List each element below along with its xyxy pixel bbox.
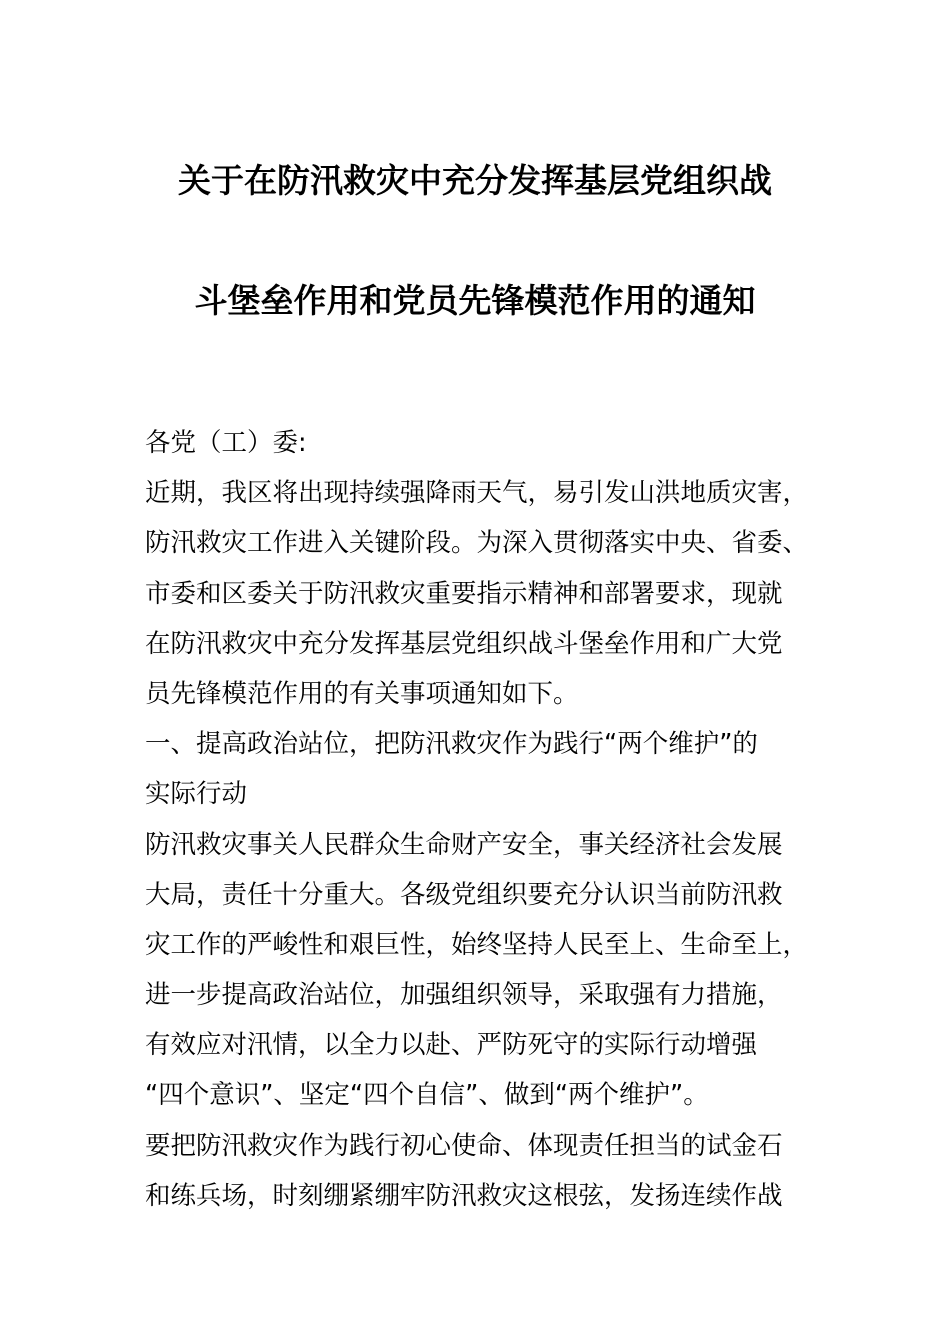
salutation: 各党（工）委: [145,428,307,458]
document-title-line-1: 关于在防汛救灾中充分发挥基层党组织战 [178,161,772,200]
body-line: “四个意识”、坚定“四个自信”、做到“两个维护”。 [145,1080,709,1111]
section-heading-line: 实际行动 [145,779,248,810]
body-line: 有效应对汛情，以全力以赴、严防死守的实际行动增强 [145,1030,758,1061]
body-line: 大局，责任十分重大。各级党组织要充分认识当前防汛救 [145,879,783,910]
body-line: 要把防汛救灾作为践行初心使命、体现责任担当的试金石 [145,1130,783,1161]
body-line: 市委和区委关于防汛救灾重要指示精神和部署要求，现就 [145,578,783,609]
body-line: 防汛救灾事关人民群众生命财产安全，事关经济社会发展 [145,829,783,860]
document-body [145,418,825,1221]
body-line: 员先锋模范作用的有关事项通知如下。 [145,678,579,709]
document-title-line-2: 斗堡垒作用和党员先锋模范作用的通知 [194,281,756,320]
body-line: 进一步提高政治站位，加强组织领导，采取强有力措施， [145,980,783,1011]
body-line: 近期，我区将出现持续强降雨天气，易引发山洪地质灾害， [145,478,809,509]
body-line: 防汛救灾工作进入关键阶段。为深入贯彻落实中央、省委、 [145,528,809,559]
body-line: 和练兵场，时刻绷紧绷牢防汛救灾这根弦，发扬连续作战 [145,1180,783,1211]
body-line: 在防汛救灾中充分发挥基层党组织战斗堡垒作用和广大党 [145,628,783,659]
body-line: 灾工作的严峻性和艰巨性，始终坚持人民至上、生命至上， [145,929,809,960]
section-heading-line: 一、提高政治站位，把防汛救灾作为践行“两个维护”的 [145,729,758,760]
